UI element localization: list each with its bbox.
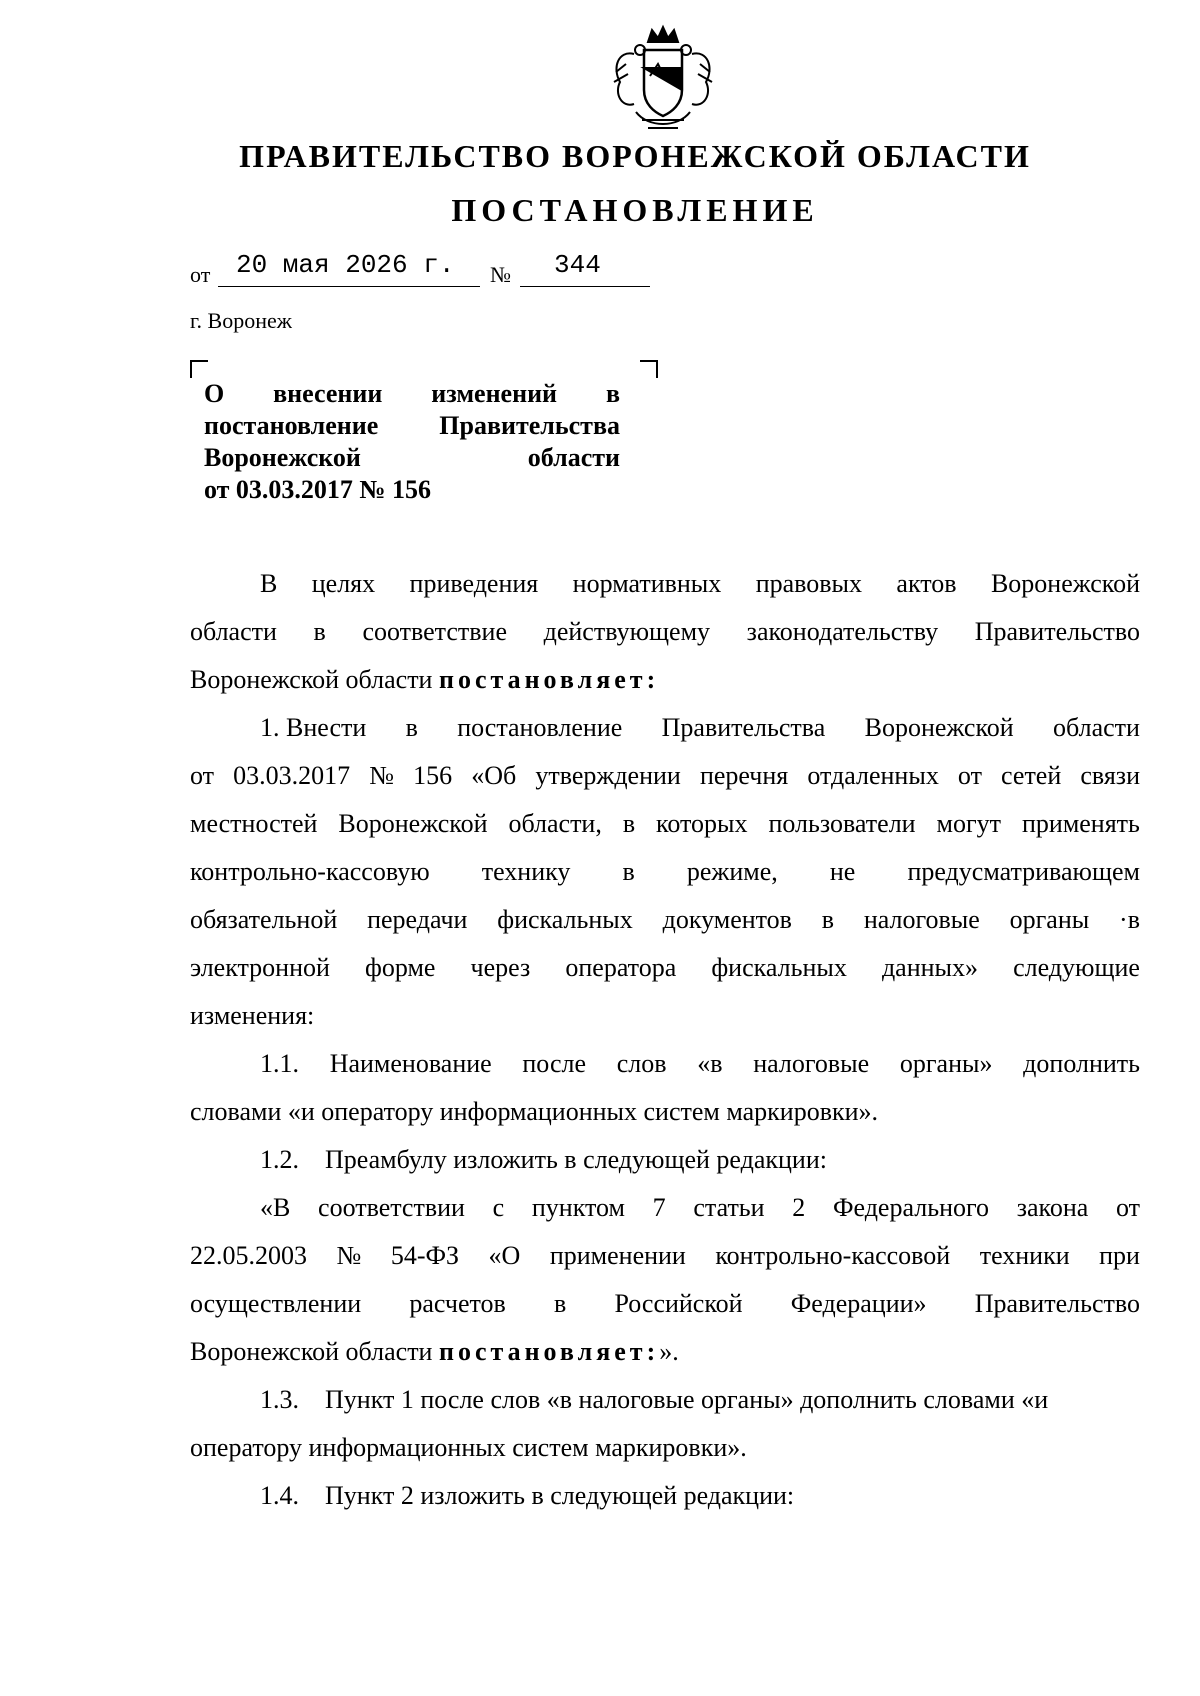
word: фискальных <box>497 905 633 934</box>
title-line <box>204 378 620 410</box>
body-line <box>190 800 1140 848</box>
word: при <box>1099 1241 1140 1270</box>
word: контрольно-кассовую <box>190 857 430 886</box>
word: 1.1. <box>260 1049 299 1078</box>
word: Воронежской <box>204 443 361 472</box>
word: в <box>605 379 620 408</box>
number-field <box>520 250 650 287</box>
date-field <box>218 250 480 287</box>
word: которых <box>656 809 748 838</box>
document-title <box>204 378 620 506</box>
word: 1. Внести <box>260 713 367 742</box>
word: форме <box>365 953 436 982</box>
word: «Об <box>471 761 517 790</box>
word: Российской <box>614 1289 743 1318</box>
word: расчетов <box>409 1289 506 1318</box>
decree-word: постановляет: <box>438 1337 660 1366</box>
word: данных» <box>881 953 979 982</box>
body-line <box>190 656 1140 704</box>
word: связи <box>1080 761 1140 790</box>
word: утверждении <box>535 761 681 790</box>
word: актов <box>896 569 957 598</box>
word: органы» <box>899 1049 993 1078</box>
word: применении <box>549 1241 686 1270</box>
word: могут <box>936 809 1002 838</box>
word: 7 <box>652 1193 666 1222</box>
body-line <box>190 848 1140 896</box>
word: законодательству <box>746 617 939 646</box>
word: статьи <box>693 1193 765 1222</box>
word: № <box>369 761 395 790</box>
body-line <box>190 1040 1140 1088</box>
word: органы <box>1009 905 1090 934</box>
body-line <box>190 752 1140 800</box>
date-value: 20 мая 2026 г. <box>236 250 455 280</box>
word: внесении <box>273 379 383 408</box>
body-line <box>190 896 1140 944</box>
word: Федерации» <box>790 1289 927 1318</box>
word: 03.03.2017 <box>233 761 351 790</box>
word: приведения <box>409 569 539 598</box>
word: через <box>470 953 531 982</box>
number-value: 344 <box>554 250 601 280</box>
corner-mark-right <box>640 360 658 378</box>
word: закона <box>1016 1193 1089 1222</box>
word: техники <box>979 1241 1070 1270</box>
word: пользователи <box>768 809 916 838</box>
body-line: 1.2. Преамбулу изложить в следующей редакции: <box>260 1145 827 1174</box>
word: от <box>957 761 982 790</box>
body-line <box>190 1232 1140 1280</box>
word: Воронежской <box>338 809 488 838</box>
word: области <box>527 443 620 472</box>
word: постановление <box>457 713 623 742</box>
word: О <box>204 379 225 408</box>
coat-of-arms-emblem <box>608 24 718 136</box>
body-line <box>190 608 1140 656</box>
title-line <box>204 410 620 442</box>
city-name: г. Воронеж <box>190 308 292 333</box>
word: Воронежской <box>864 713 1014 742</box>
word: в <box>405 713 418 742</box>
document-body <box>190 560 1140 1520</box>
word: режиме, <box>686 857 778 886</box>
word: перечня <box>699 761 789 790</box>
body-line <box>190 1280 1140 1328</box>
word: дополнить <box>1023 1049 1140 1078</box>
word: после <box>522 1049 587 1078</box>
word: Правительство <box>974 1289 1140 1318</box>
body-line: словами «и оператору информационных систем маркировки». <box>190 1097 879 1126</box>
word: фискальных <box>711 953 847 982</box>
body-text: Воронежской области <box>190 665 439 694</box>
word: отдаленных <box>807 761 939 790</box>
word: Правительство <box>974 617 1140 646</box>
title-line: от 03.03.2017 № 156 <box>204 475 432 504</box>
body-line: изменения: <box>190 1001 315 1030</box>
word: в <box>313 617 326 646</box>
word: контрольно-кассовой <box>715 1241 951 1270</box>
word: 22.05.2003 <box>190 1241 307 1270</box>
word: ·в <box>1119 905 1140 934</box>
word: документов <box>662 905 792 934</box>
word: соответствие <box>362 617 507 646</box>
title-line <box>204 442 620 474</box>
word: в <box>553 1289 567 1318</box>
word: правовых <box>755 569 862 598</box>
word: в <box>622 857 635 886</box>
body-line <box>190 1328 1140 1376</box>
word: действующему <box>543 617 711 646</box>
word: № <box>336 1241 362 1270</box>
word: слов <box>616 1049 667 1078</box>
word: сетей <box>1001 761 1062 790</box>
word: от <box>190 761 215 790</box>
word: налоговые <box>753 1049 870 1078</box>
word: 54-ФЗ <box>390 1241 460 1270</box>
word: электронной <box>190 953 330 982</box>
word: технику <box>481 857 571 886</box>
word: в <box>821 905 835 934</box>
word: целях <box>311 569 376 598</box>
word: налоговые <box>863 905 980 934</box>
word: постановление <box>204 411 379 440</box>
word: нормативных <box>572 569 722 598</box>
number-prefix: № <box>490 262 511 287</box>
word: Наименование <box>329 1049 492 1078</box>
word: местностей <box>190 809 318 838</box>
word: применять <box>1021 809 1140 838</box>
body-text: ». <box>659 1337 679 1366</box>
word: В <box>260 569 278 598</box>
word: соответствии <box>318 1193 465 1222</box>
body-line <box>190 944 1140 992</box>
word: осуществлении <box>190 1289 362 1318</box>
decree-word: постановляет: <box>438 665 660 694</box>
word: Правительства <box>439 411 620 440</box>
word: области <box>190 617 277 646</box>
body-line <box>190 560 1140 608</box>
word: 2 <box>792 1193 806 1222</box>
word: следующие <box>1013 953 1140 982</box>
body-line: 1.3. Пункт 1 после слов «в налоговые органы» дополнить словами «и <box>260 1385 1049 1414</box>
word: пунктом <box>531 1193 625 1222</box>
body-text: Воронежской области <box>190 1337 439 1366</box>
word: передачи <box>367 905 468 934</box>
word: обязательной <box>190 905 338 934</box>
word: не <box>829 857 856 886</box>
word: Воронежской <box>990 569 1140 598</box>
word: оператора <box>565 953 677 982</box>
body-line: 1.4. Пункт 2 изложить в следующей редакции: <box>260 1481 795 1510</box>
word: от <box>1115 1193 1140 1222</box>
word: области <box>1053 713 1140 742</box>
body-line <box>190 704 1140 752</box>
document-type: ПОСТАНОВЛЕНИЕ <box>451 192 819 228</box>
word: с <box>492 1193 505 1222</box>
word: «В <box>260 1193 291 1222</box>
word: Федерального <box>832 1193 990 1222</box>
body-line <box>190 1184 1140 1232</box>
corner-mark-left <box>190 360 208 378</box>
word: предусматривающем <box>907 857 1140 886</box>
word: области, <box>508 809 602 838</box>
word: «в <box>697 1049 723 1078</box>
date-prefix: от <box>190 262 211 287</box>
government-name: ПРАВИТЕЛЬСТВО ВОРОНЕЖСКОЙ ОБЛАСТИ <box>239 138 1031 174</box>
word: в <box>622 809 636 838</box>
word: «О <box>488 1241 521 1270</box>
word: Правительства <box>661 713 826 742</box>
word: 156 <box>413 761 453 790</box>
body-line: оператору информационных систем маркировки». <box>190 1433 747 1462</box>
word: изменений <box>431 379 558 408</box>
